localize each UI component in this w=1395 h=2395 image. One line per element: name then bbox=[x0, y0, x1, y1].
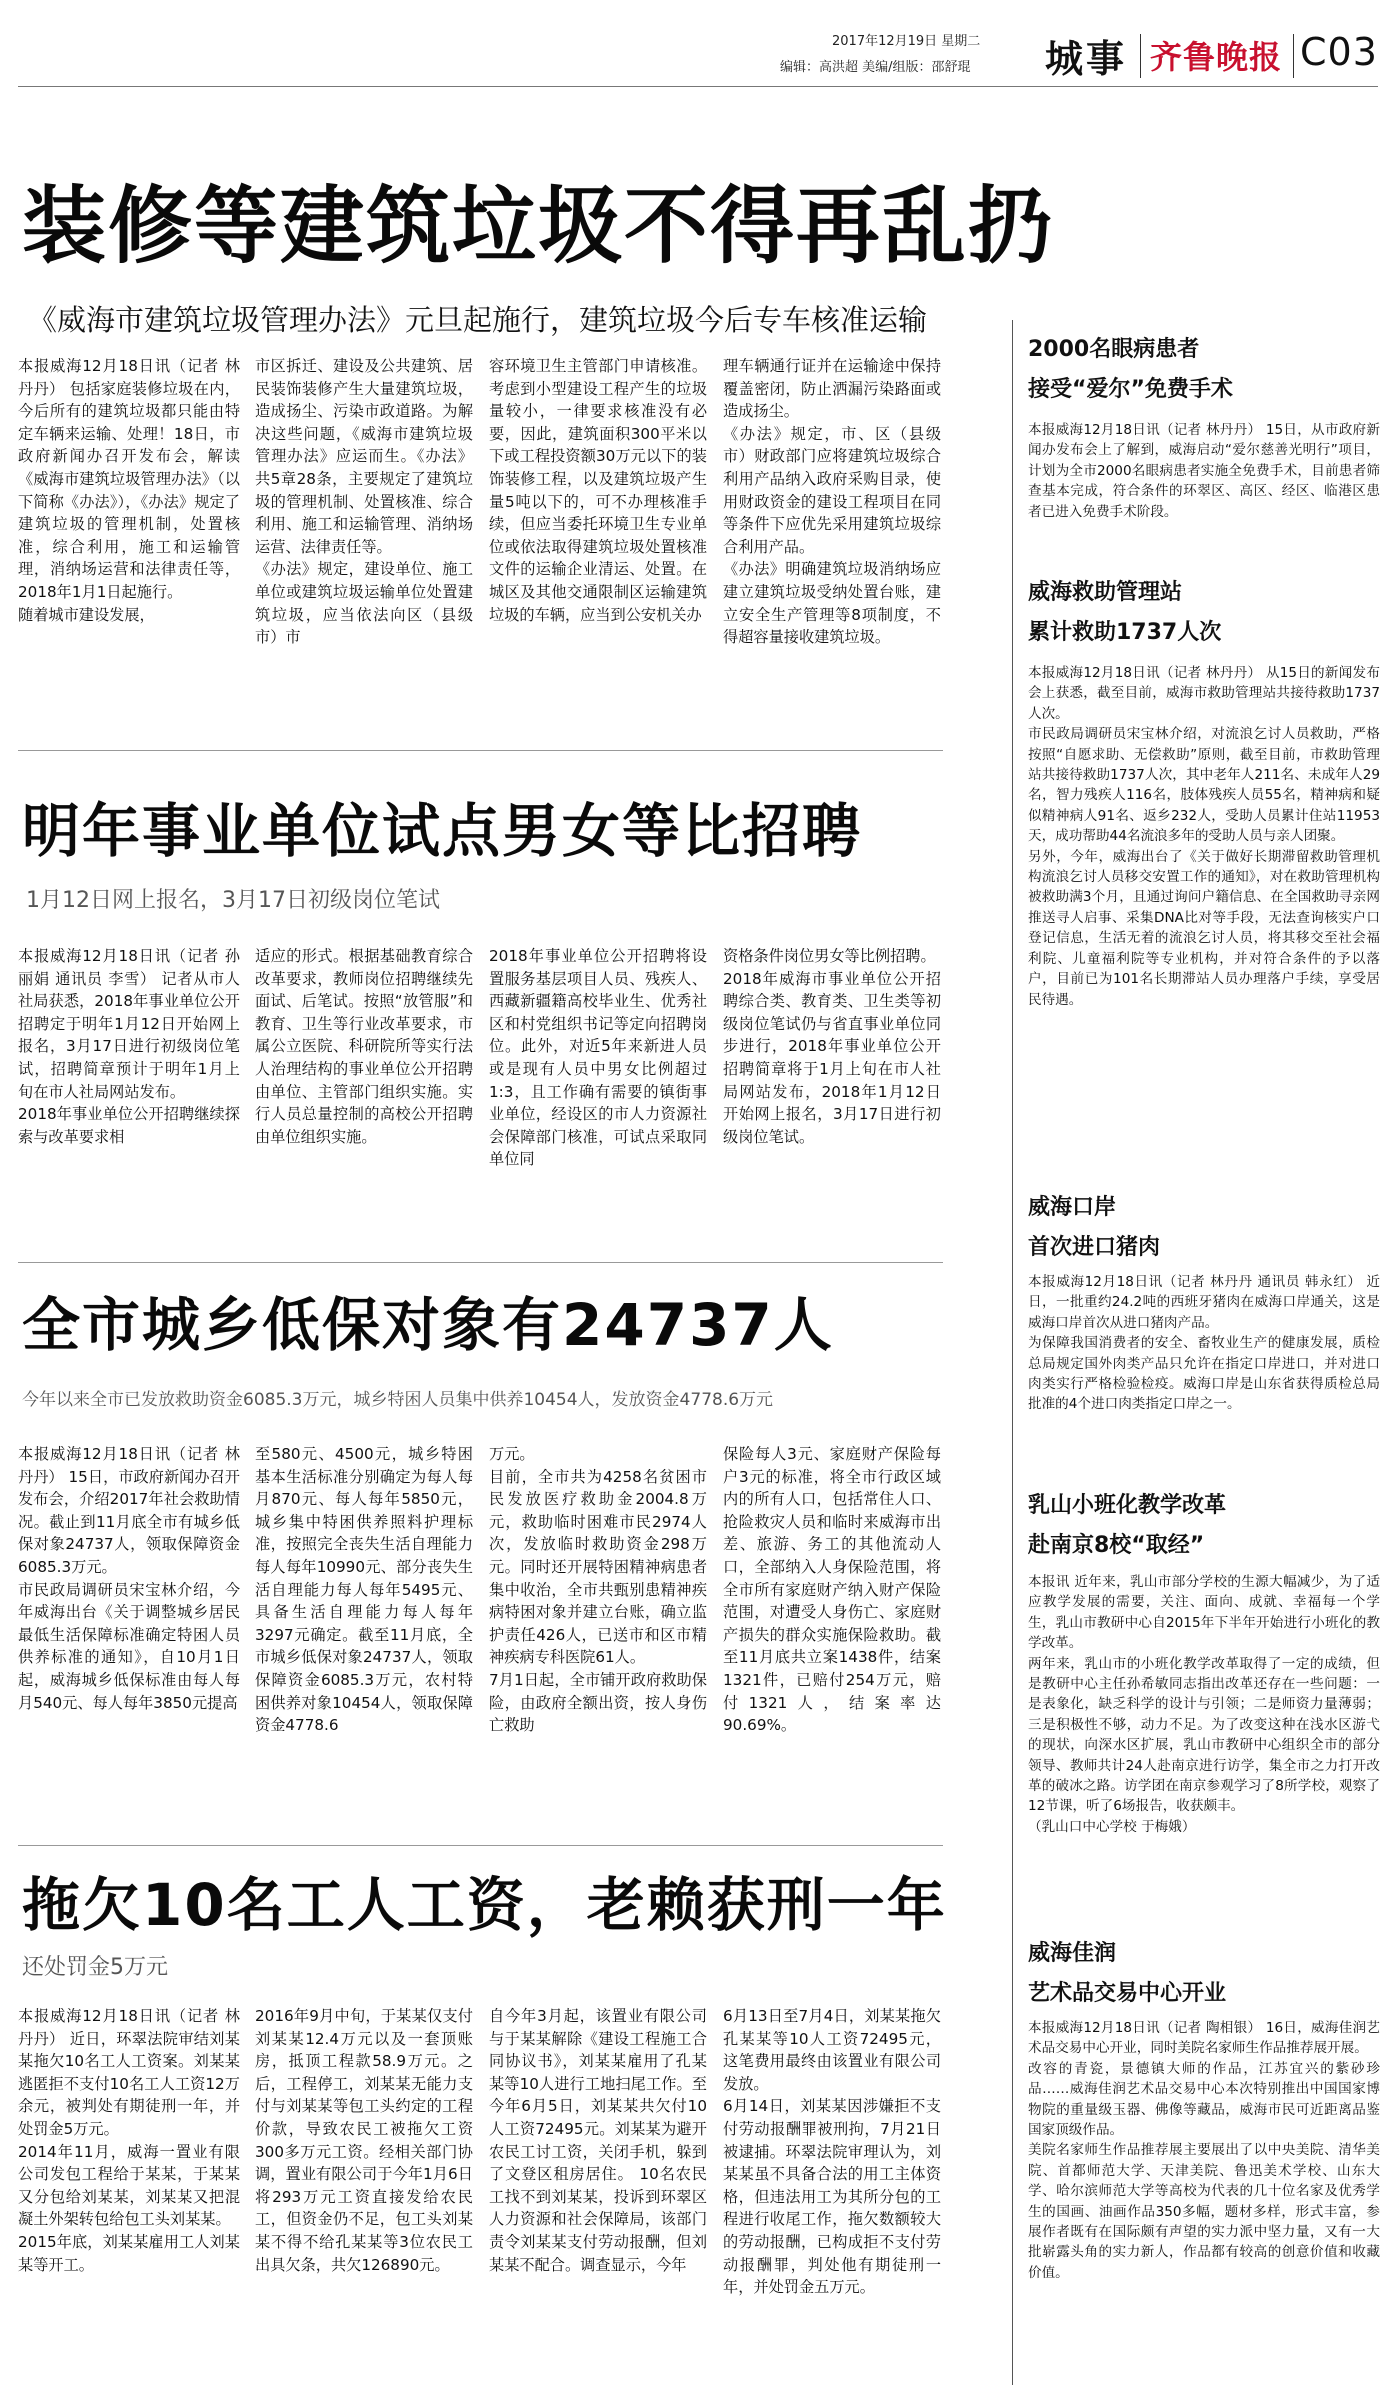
brief1-title-line1: 2000名眼病患者 bbox=[1028, 337, 1200, 362]
section-rule-2 bbox=[18, 1262, 943, 1263]
brief3-title-line1: 威海口岸 bbox=[1028, 1195, 1117, 1220]
brief4-body: 本报讯 近年来，乳山市部分学校的生源大幅减少，为了适应教学发展的需要，关注、面向、成就、幸福每一个学生，乳山市教研中心自2015年下半年开始进行小班化的教学改革。 两年来，乳山市的小班化教学改革取得了一定的成绩，但是教研中心主任孙希敏同志指出改革还存在一些问题：一是表象化，缺乏科学的设计与引领；二是师资力量薄弱；三是积极性不够，动力不足。为了改变这种在浅水区游弋的现状，向深水区扩展，乳山市教研中心组织全市的部分领导、教师共计24人赴南京进行访学，集全市之力打开改革的破冰之路。访学团在南京参观学习了8所学校，观察了12节课，听了6场报告，收获颇丰。 （乳山口中心学校 于梅娥） bbox=[1028, 1574, 1380, 1835]
brief2-title-line1: 威海救助管理站 bbox=[1028, 580, 1183, 605]
section-rule-1 bbox=[18, 750, 943, 751]
header-divider bbox=[1140, 34, 1141, 78]
article4-col2: 2016年9月中旬，于某某仅支付刘某某12.4万元以及一套顶账房，抵顶工程款58.9万元。之后，工程停工，刘某某无能力支付与刘某某等包工头约定的工程价款，导致农民工被拖欠工资300多万元工资。经相关部门协调，置业有限公司于今年1月6日将293万元工资直接发给农民工，但资金仍不足，包工头刘某某不得不给孔某某等3位农民工出具欠条，共欠126890元。 bbox=[255, 2007, 473, 2274]
article1-subhead: 《威海市建筑垃圾管理办法》元旦起施行，建筑垃圾今后专车核准运输 bbox=[28, 303, 928, 337]
article3-headline: 全市城乡低保对象有24737人 bbox=[22, 1291, 834, 1359]
editor-line: 编辑：高洪超 美编/组版：邵舒琨 bbox=[780, 60, 971, 75]
brief5-title-line2: 艺术品交易中心开业 bbox=[1028, 1981, 1227, 2006]
header-rule bbox=[18, 86, 1378, 87]
article2-subhead: 1月12日网上报名，3月17日初级岗位笔试 bbox=[26, 888, 440, 913]
section-name: 城事 bbox=[1045, 37, 1128, 81]
brief5-body: 本报威海12月18日讯（记者 陶相银） 16日，威海佳润艺术品交易中心开业，同时美院名家师生作品推荐展开展。 改容的青瓷，景德镇大师的作品，江苏宜兴的紫砂珍品……威海佳润艺术品交易中心本次特别推出中国国家博物院的重量级玉器、佛像等藏品，威海市民可近距离品鉴国家顶级作品。 美院名家师生作品推荐展主要展出了以中央美院、清华美院、首都师范大学、天津美院、鲁迅美术学校、山东大学、哈尔滨师范大学等高校为代表的几十位名家及优秀学生的国画、油画作品350多幅，题材多样，形式丰富，参展作者既有在国际颇有声望的实力派中坚力量，又有一大批崭露头角的实力新人，作品都有较高的创意价值和收藏价值。 bbox=[1028, 2020, 1380, 2281]
date-line: 2017年12月19日 星期二 bbox=[832, 34, 981, 49]
article1-headline: 装修等建筑垃圾不得再乱扔 bbox=[22, 177, 1055, 275]
newspaper-logo: 齐鲁晚报 bbox=[1150, 38, 1283, 76]
brief1-body: 本报威海12月18日讯（记者 林丹丹） 15日，从市政府新闻办发布会上了解到，威海启动“爱尔慈善光明行”项目，计划为全市2000名眼病患者实施全免费手术，目前患者筛查基本完成，符合条件的环翠区、高区、经区、临港区患者已进入免费手术阶段。 bbox=[1028, 422, 1380, 520]
brief2-body: 本报威海12月18日讯（记者 林丹丹） 从15日的新闻发布会上获悉，截至目前，威海市救助管理站共接待救助1737人次。 市民政局调研员宋宝林介绍，对流浪乞讨人员救助，严格按照“自愿求助、无偿救助”原则，截至目前，市救助管理站共接待救助1737人次，其中老年人211名、未成年人29名，智力残疾人116名，肢体残疾人员55名，精神病和疑似精神病人91名、返乡232人，受助人员累计住站11953天，成功帮助44名流浪多年的受助人员与亲人团聚。 另外，今年，威海出台了《关于做好长期滞留救助管理机构流浪乞讨人员移交安置工作的通知》，对在救助管理机构被救助满3个月，且通过询问户籍信息、在全国救助寻亲网推送寻人启事、采集DNA比对等手段，无法查询核实户口登记信息，生活无着的流浪乞讨人员，将其移交至社会福利院、儿童福利院等专业机构，并对符合条件的予以落户，目前已为101名长期滞站人员办理落户手续，享受居民待遇。 bbox=[1028, 665, 1380, 1008]
brief3-title-line2: 首次进口猪肉 bbox=[1028, 1235, 1161, 1260]
section-rule-3 bbox=[18, 1845, 943, 1846]
article3-subhead: 今年以来全市已发放救助资金6085.3万元，城乡特困人员集中供养10454人，发放资金4778.6万元 bbox=[22, 1390, 774, 1410]
brief5-title-line1: 威海佳润 bbox=[1028, 1941, 1117, 1966]
article3-col2: 至580元、4500元，城乡特困基本生活标准分别确定为每人每月870元、每人每年5850元，城乡集中特困供养照料护理标准，按照完全丧失生活自理能力每人每年10990元、部分丧失生活自理能力每人每年5495元、具备生活自理能力每人每年3297元确定。截至11月底，全市城乡低保对象24737人，领取保障资金6085.3万元，农村特困供养对象10454人，领取保障资金4778.6 bbox=[255, 1445, 473, 1735]
article4-subhead: 还处罚金5万元 bbox=[22, 1955, 168, 1980]
article4-col4: 6月13日至7月4日，刘某某拖欠孔某某等10人工资72495元，这笔费用最终由该置业有限公司发放。 6月14日，刘某某因涉嫌拒不支付劳动报酬罪被刑拘，7月21日被逮捕。环翠法院审理认为，刘某某虽不具备合法的用工主体资格，但违法用工为其所分包的工程进行收尾工作，拖欠数额较大的劳动报酬，已构成拒不支付劳动报酬罪，判处他有期徒刑一年，并处罚金五万元。 bbox=[723, 2007, 941, 2297]
sidebar-divider bbox=[1012, 320, 1013, 2385]
brief3-body: 本报威海12月18日讯（记者 林丹丹 通讯员 韩永红） 近日，一批重约24.2吨的西班牙猪肉在威海口岸通关，这是威海口岸首次从进口猪肉产品。 为保障我国消费者的安全、畜牧业生产的健康发展，质检总局规定国外肉类产品只允许在指定口岸进口，并对进口肉类实行严格检验检疫。威海口岸是山东省获得质检总局批准的4个进口肉类指定口岸之一。 bbox=[1028, 1274, 1380, 1413]
article4-col3: 自今年3月起，该置业有限公司与于某某解除《建设工程施工合同协议书》，刘某某雇用了孔某某等10人进行工地扫尾工作。至今年6月5日，刘某某共欠付10人工资72495元。刘某某为避开农民工讨工资，关闭手机，躲到了文登区租房居住。 10名农民工找不到刘某某，投诉到环翠区人力资源和社会保障局，该部门责令刘某某支付劳动报酬，但刘某某不配合。调查显示，今年 bbox=[489, 2007, 707, 2274]
page-number: C03 bbox=[1300, 30, 1378, 74]
article4-headline: 拖欠10名工人工资，老赖获刑一年 bbox=[22, 1871, 947, 1939]
article1-col1: 本报威海12月18日讯（记者 林丹丹） 包括家庭装修垃圾在内，今后所有的建筑垃圾都只能由特定车辆来运输、处理！18日，市政府新闻办召开发布会，解读《威海市建筑垃圾管理办法》（以下简称《办法》），《办法》规定了建筑垃圾的管理机制，处置核准，综合利用，施工和运输管理，消纳场运营和法律责任等，2018年1月1日起施行。 随着城市建设发展， bbox=[18, 357, 240, 624]
article2-headline: 明年事业单位试点男女等比招聘 bbox=[22, 797, 863, 865]
header-divider-2 bbox=[1293, 34, 1294, 78]
brief4-title-line1: 乳山小班化教学改革 bbox=[1028, 1493, 1227, 1518]
brief4-title-line2: 赴南京8校“取经” bbox=[1028, 1533, 1205, 1558]
article4-col1: 本报威海12月18日讯（记者 林丹丹） 近日，环翠法院审结刘某某拖欠10名工人工资案。刘某某逃匿拒不支付10名工人工资12万余元，被判处有期徒刑一年，并处罚金5万元。 2014年11月，威海一置业有限公司发包工程给于某某，于某某又分包给刘某某，刘某某又把混凝土外架转包给包工头刘某某。 2015年底，刘某某雇用工人刘某某等开工。 bbox=[18, 2007, 240, 2274]
article3-col3: 万元。 目前，全市共为4258名贫困市民发放医疗救助金2004.8万元，救助临时困难市民2974人次，发放临时救助资金298万元。同时还开展特困精神病患者集中收治，全市共甄别患精神疾病特困对象并建立台账，确立监护责任426人，已送市和区市精神疾病专科医院61人。 7月1日起，全市铺开政府救助保险，由政府全额出资，按人身伤亡救助 bbox=[489, 1445, 707, 1735]
brief1-title-line2: 接受“爱尔”免费手术 bbox=[1028, 377, 1233, 402]
article3-col4: 保险每人3元、家庭财产保险每户3元的标准，将全市行政区域内的所有人口，包括常住人口、抢险救灾人员和临时来威海市出差、旅游、务工的其他流动人口，全部纳入人身保险范围，将全市所有家庭财产纳入财产保险范围，对遭受人身伤亡、家庭财产损失的群众实施保险救助。截至11月底共立案1438件，结案1321件，已赔付254万元，赔付1321人，结案率达90.69%。 bbox=[723, 1445, 941, 1735]
article2-col1: 本报威海12月18日讯（记者 孙丽娟 通讯员 李雪） 记者从市人社局获悉，2018年事业单位公开招聘定于明年1月12日开始网上报名，3月17日进行初级岗位笔试，招聘简章预计于明年1月上旬在市人社局网站发布。 2018年事业单位公开招聘继续探索与改革要求相 bbox=[18, 947, 240, 1146]
article1-col2: 市区拆迁、建设及公共建筑、居民装饰装修产生大量建筑垃圾，造成扬尘、污染市政道路。为解决这些问题，《威海市建筑垃圾管理办法》应运而生。《办法》共5章28条，主要规定了建筑垃圾的管理机制、处置核准、综合利用、施工和运输管理、消纳场运营、法律责任等。 《办法》规定，建设单位、施工单位或建筑垃圾运输单位处置建筑垃圾，应当依法向区（县级市）市 bbox=[255, 357, 473, 647]
article2-col3: 2018年事业单位公开招聘将设置服务基层项目人员、残疾人、西藏新疆籍高校毕业生、优秀社区和村党组织书记等定向招聘岗位。此外，对近5年来新进人员或是现有人员中男女比例超过1:3，且工作确有需要的镇街事业单位，经设区的市人力资源社会保障部门核准，可试点采取同单位同 bbox=[489, 947, 707, 1169]
brief2-title-line2: 累计救助1737人次 bbox=[1028, 620, 1222, 645]
article1-col4: 理车辆通行证并在运输途中保持覆盖密闭，防止洒漏污染路面或造成扬尘。 《办法》规定，市、区（县级市）财政部门应将建筑垃圾综合利用产品纳入政府采购目录，使用财政资金的建设工程项目在同等条件下应优先采用建筑垃圾综合利用产品。 《办法》明确建筑垃圾消纳场应建立建筑垃圾受纳处置台账，建立安全生产管理等8项制度，不得超容量接收建筑垃圾。 bbox=[723, 357, 941, 647]
article2-col2: 适应的形式。根据基础教育综合改革要求，教师岗位招聘继续先面试、后笔试。按照“放管服”和教育、卫生等行业改革要求，市属公立医院、科研院所等实行法人治理结构的事业单位公开招聘由单位、主管部门组织实施。实行人员总量控制的高校公开招聘由单位组织实施。 bbox=[255, 947, 473, 1146]
article2-col4: 资格条件岗位男女等比例招聘。 2018年威海市事业单位公开招聘综合类、教育类、卫生类等初级岗位笔试仍与省直事业单位同步进行，2018年事业单位公开招聘简章将于1月上旬在市人社局网站发布，2018年1月12日开始网上报名，3月17日进行初级岗位笔试。 bbox=[723, 947, 941, 1146]
article3-col1: 本报威海12月18日讯（记者 林丹丹） 15日，市政府新闻办召开发布会，介绍2017年社会救助情况。截止到11月底全市有城乡低保对象24737人，领取保障资金6085.3万元。 市民政局调研员宋宝林介绍，今年威海出台《关于调整城乡居民最低生活保障标准确定特困人员供养标准的通知》，自10月1日起，威海城乡低保标准由每人每月540元、每人每年3850元提高 bbox=[18, 1445, 240, 1712]
article1-col3: 容环境卫生主管部门申请核准。考虑到小型建设工程产生的垃圾量较小，一律要求核准没有必要，因此，建筑面积300平米以下或工程投资额30万元以下的装饰装修工程，以及建筑垃圾产生量5吨以下的，可不办理核准手续，但应当委托环境卫生专业单位或依法取得建筑垃圾处置核准文件的运输企业清运、处置。在城区及其他交通限制区运输建筑垃圾的车辆，应当到公安机关办 bbox=[489, 357, 707, 624]
